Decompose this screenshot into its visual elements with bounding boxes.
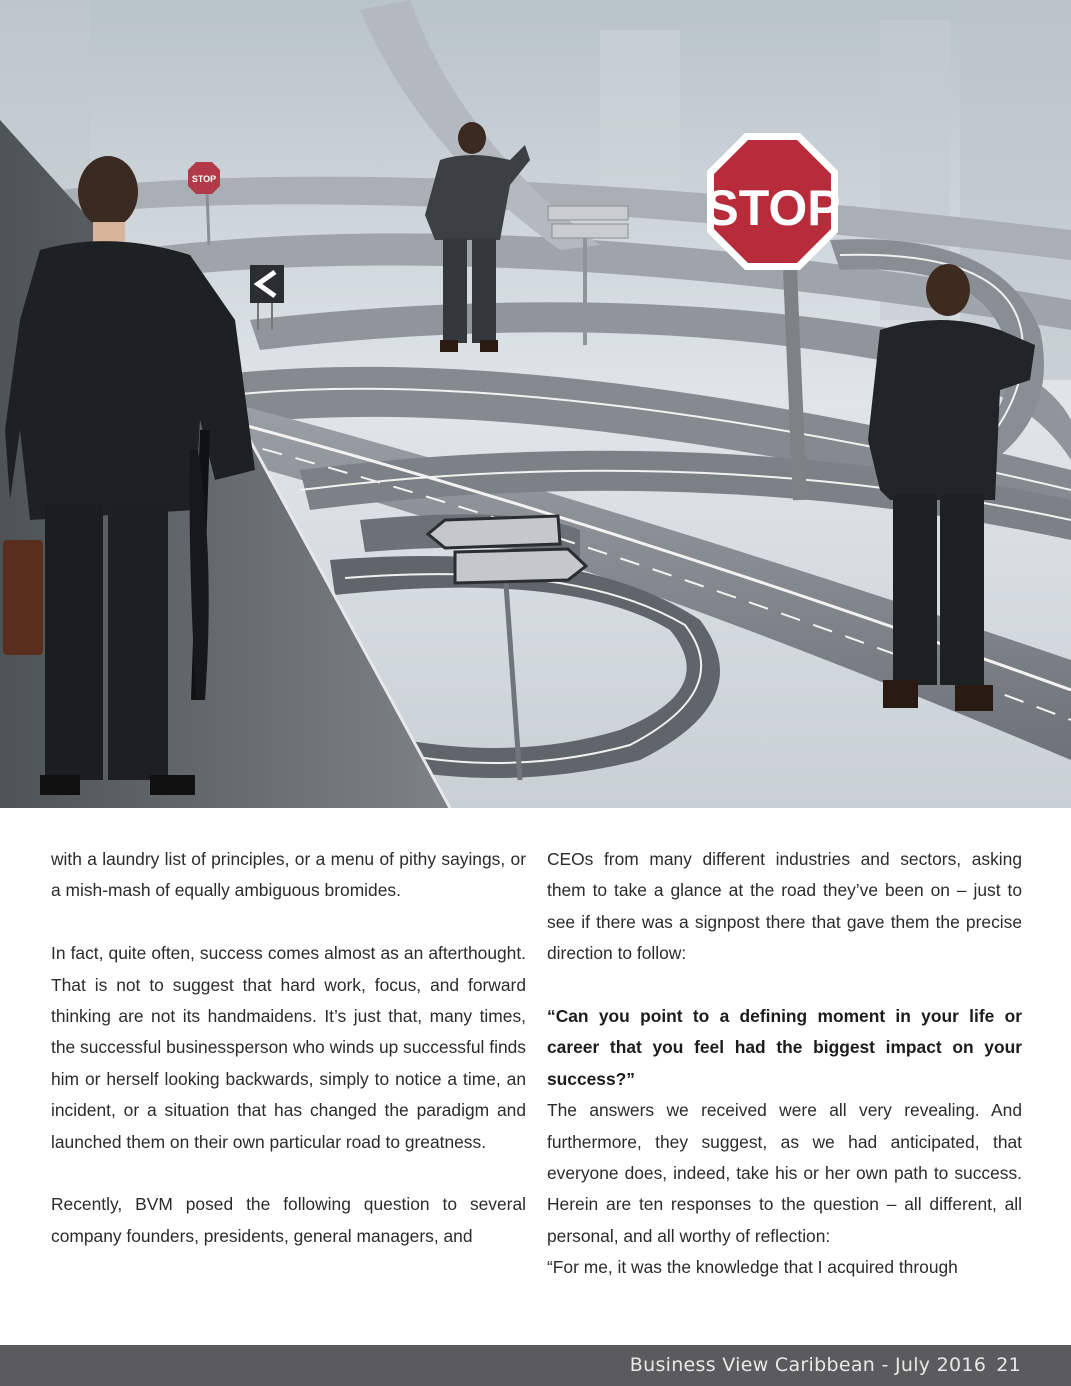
article-paragraph: Recently, BVM posed the following question to several company founders, presidents, general managers, and <box>51 1194 526 1246</box>
article-column-right <box>547 844 1022 1284</box>
small-stop-sign-text: STOP <box>191 174 217 184</box>
featured-question: “Can you point to a defining moment in your life or career that you feel had the biggest impact on your success?” <box>547 1006 1022 1089</box>
footer-text <box>630 1354 1021 1376</box>
page-number: 21 <box>996 1354 1021 1376</box>
stop-sign-text: STOP <box>705 180 841 236</box>
article-paragraph: CEOs from many different industries and sectors, asking them to take a glance at the road they’ve been on – just to see if there was a signpost there that gave them the precise direction to follow: <box>547 849 1022 964</box>
publication-name: Business View Caribbean - July 2016 <box>629 1354 987 1376</box>
article-paragraph: with a laundry list of principles, or a menu of pithy sayings, or a mish-mash of equally ambiguous bromides. <box>51 849 526 901</box>
article-column-left <box>51 844 526 1252</box>
article-paragraph: In fact, quite often, success comes almost as an afterthought. That is not to suggest that hard work, focus, and forward thinking are not its handmaidens. It’s just that, many times, the successful businessperson who winds up successful finds him or herself looking backwards, simply to notice a time, an incident, or a situation that has changed the paradigm and launched them on their own particular road to greatness. <box>51 943 526 1152</box>
article-paragraph: The answers we received were all very revealing. And furthermore, they suggest, as we had anticipated, that everyone does, indeed, take his or her own path to success. Herein are ten responses to the question – all different, all personal, and all worthy of reflection: <box>547 1100 1022 1246</box>
page-footer <box>0 1345 1071 1386</box>
article-paragraph: “For me, it was the knowledge that I acquired through <box>547 1257 958 1278</box>
